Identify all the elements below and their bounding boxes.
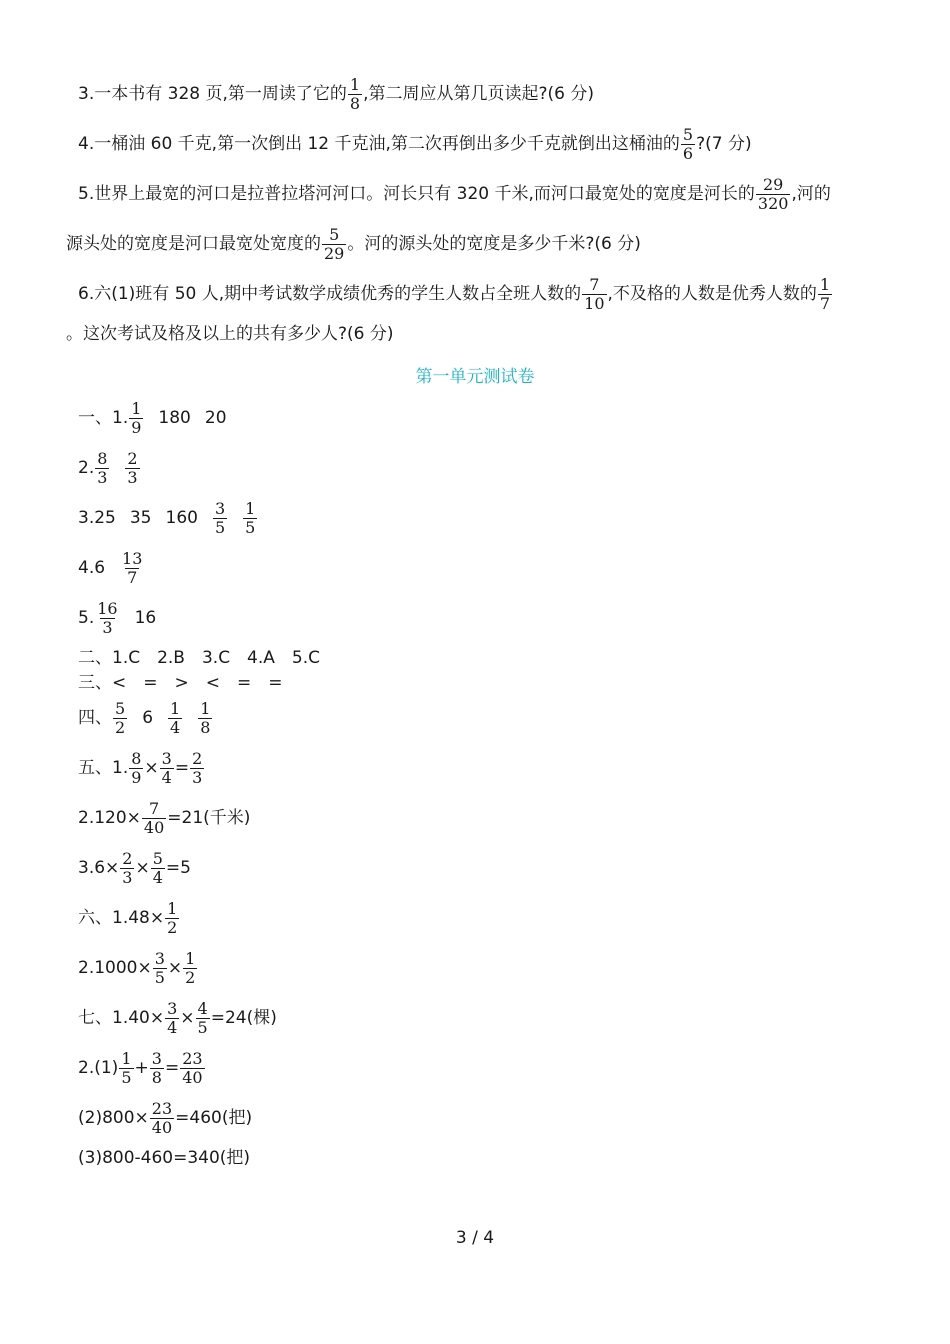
fraction: $\frac{5}{6}$ <box>682 125 694 164</box>
question-6-line-1: 6.六(1)班有 50 人,期中考试数学成绩优秀的学生人数占全班人数的 $\frac{7}{10}$ ,不及格的人数是优秀人数的 $\frac{1}{7}$ <box>78 275 831 314</box>
answer-5-3: 3.6× $\frac{2}{3}$ × $\frac{5}{4}$ =5 <box>78 849 191 888</box>
answer-7-2: 2.(1) $\frac{1}{5}$ + $\frac{3}{8}$ = $\frac{23}{40}$ <box>78 1049 203 1088</box>
fraction: $\frac{3}{8}$ <box>151 1049 162 1088</box>
fraction: $\frac{1}{4}$ <box>170 699 181 738</box>
fraction: $\frac{3}{5}$ <box>214 499 226 538</box>
fraction: $\frac{13}{7}$ <box>122 549 143 588</box>
fraction: $\frac{7}{10}$ <box>584 275 605 314</box>
answer-1-5: 5. $\frac{16}{3}$ 16 <box>78 599 157 638</box>
question-5-line-2: 源头处的宽度是河口最宽处宽度的 $\frac{5}{29}$ 。河的源头处的宽度是多少千米?(6 分) <box>66 225 641 264</box>
question-5-line-1: 5.世界上最宽的河口是拉普拉塔河河口。河长只有 320 千米,而河口最宽处的宽度是河长的 $\frac{29}{320}$ ,河的 <box>78 175 831 214</box>
fraction: $\frac{2}{3}$ <box>122 849 133 888</box>
fraction: $\frac{1}{5}$ <box>121 1049 132 1088</box>
fraction: $\frac{3}{4}$ <box>161 749 172 788</box>
fraction: $\frac{1}{7}$ <box>819 275 831 314</box>
fraction: $\frac{2}{3}$ <box>127 449 138 488</box>
answer-6-1: 六、1.48× $\frac{1}{2}$ <box>78 899 178 938</box>
question-6-line-2: 。这次考试及格及以上的共有多少人?(6 分) <box>66 324 394 344</box>
answer-4: 四、 $\frac{5}{2}$ 6 $\frac{1}{4}$ $\frac{1}{8}$ <box>78 699 211 738</box>
question-4: 4.一桶油 60 千克,第一次倒出 12 千克油,第二次再倒出多少千克就倒出这桶油的 $\frac{5}{6}$ ?(7 分) <box>78 125 752 164</box>
fraction: $\frac{1}{8}$ <box>349 75 361 114</box>
answer-5-1: 五、1. $\frac{8}{9}$ × $\frac{3}{4}$ = $\frac{2}{3}$ <box>78 749 203 788</box>
fraction: $\frac{23}{40}$ <box>151 1099 173 1138</box>
fraction: $\frac{2}{3}$ <box>192 749 203 788</box>
answer-7-4: (3)800-460=340(把) <box>78 1148 251 1168</box>
fraction: $\frac{3}{5}$ <box>154 949 165 988</box>
answer-1-3: 3.25 35 160 $\frac{3}{5}$ $\frac{1}{5}$ <box>78 499 256 538</box>
fraction: $\frac{29}{320}$ <box>757 175 789 214</box>
fraction: $\frac{8}{3}$ <box>97 449 108 488</box>
answer-2: 二、1.C 2.B 3.C 4.A 5.C <box>78 648 321 668</box>
answer-7-1: 七、1.40× $\frac{3}{4}$ × $\frac{4}{5}$ =24(棵) <box>78 999 277 1038</box>
answer-3: 三、< = > < = = <box>78 673 283 693</box>
fraction: $\frac{5}{4}$ <box>152 849 163 888</box>
fraction: $\frac{1}{2}$ <box>185 949 196 988</box>
answer-1-4: 4.6 $\frac{13}{7}$ <box>78 549 143 588</box>
answer-1-1: 一、1. $\frac{1}{9}$ 180 20 <box>78 399 227 438</box>
fraction: $\frac{5}{29}$ <box>324 225 345 264</box>
fraction: $\frac{1}{5}$ <box>245 499 256 538</box>
page-number: 3 / 4 <box>455 1228 495 1248</box>
fraction: $\frac{5}{2}$ <box>115 699 126 738</box>
answer-7-3: (2)800× $\frac{23}{40}$ =460(把) <box>78 1099 253 1138</box>
fraction: $\frac{4}{5}$ <box>197 999 208 1038</box>
answer-1-2: 2. $\frac{8}{3}$ $\frac{2}{3}$ <box>78 449 138 488</box>
question-3: 3.一本书有 328 页,第一周读了它的 $\frac{1}{8}$ ,第二周应从第几页读起?(6 分) <box>78 75 594 114</box>
fraction: $\frac{3}{4}$ <box>167 999 178 1038</box>
fraction: $\frac{23}{40}$ <box>182 1049 203 1088</box>
fraction: $\frac{1}{9}$ <box>131 399 142 438</box>
fraction: $\frac{16}{3}$ <box>97 599 118 638</box>
answers-title: 第一单元测试卷 <box>415 367 535 387</box>
fraction: $\frac{1}{8}$ <box>200 699 211 738</box>
fraction: $\frac{7}{40}$ <box>143 799 165 838</box>
fraction: $\frac{1}{2}$ <box>167 899 178 938</box>
answer-6-2: 2.1000× $\frac{3}{5}$ × $\frac{1}{2}$ <box>78 949 196 988</box>
fraction: $\frac{8}{9}$ <box>131 749 142 788</box>
answer-5-2: 2.120× $\frac{7}{40}$ =21(千米) <box>78 799 251 838</box>
